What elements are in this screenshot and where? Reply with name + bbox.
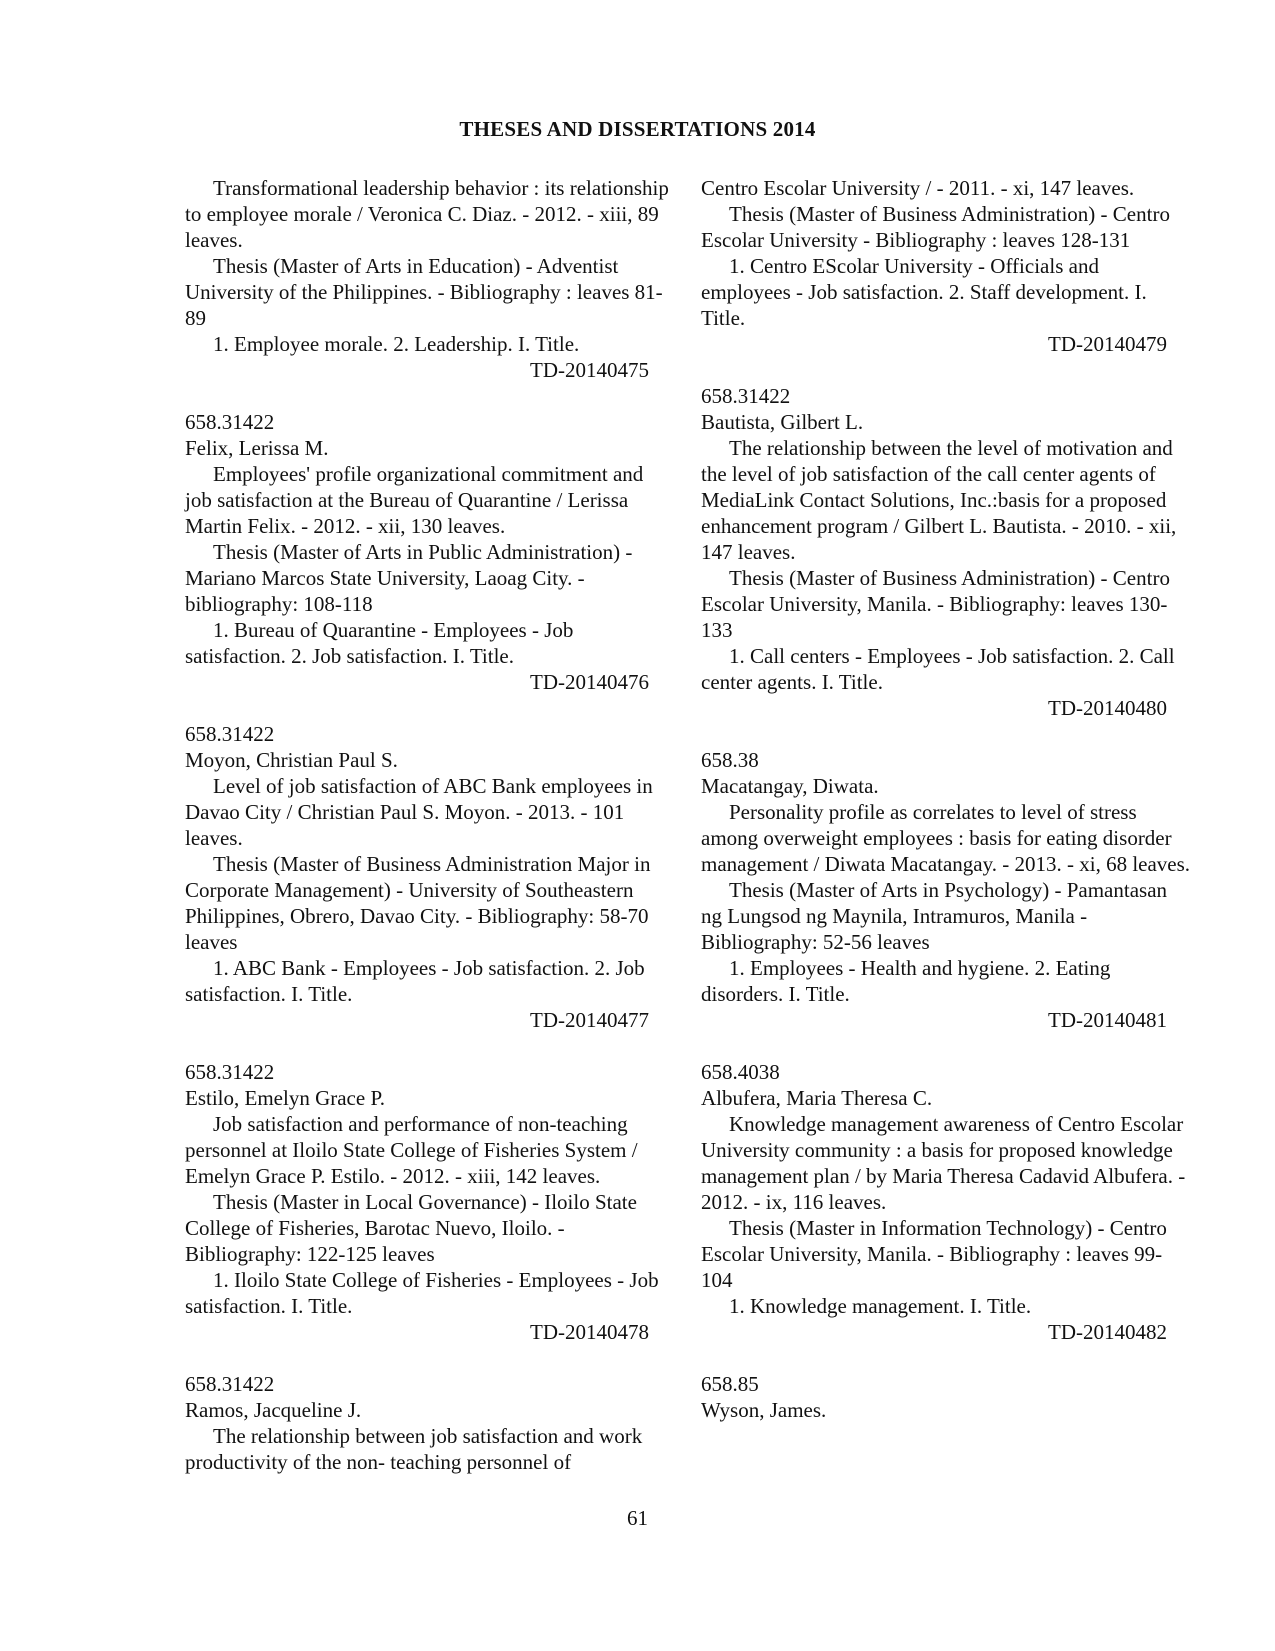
entry-subjects: 1. ABC Bank - Employees - Job satisfaction. 2. Job satisfaction. I. Title. <box>185 956 645 1006</box>
catalog-entry <box>185 175 675 383</box>
entry-subjects: 1. Knowledge management. I. Title. <box>729 1294 1032 1318</box>
entry-class-number: 658.31422 <box>185 1372 275 1396</box>
entry-thesis-note: Thesis (Master in Local Governance) - Iloilo State College of Fisheries, Barotac Nuevo, Iloilo. - Bibliography: 122-125 leaves <box>185 1190 637 1266</box>
catalog-entry <box>185 721 675 1033</box>
entry-accession: TD-20140476 <box>530 670 649 694</box>
catalog-entry <box>701 383 1193 721</box>
entry-title: Level of job satisfaction of ABC Bank employees in Davao City / Christian Paul S. Moyon. - 2013. - 101 leaves. <box>185 774 653 850</box>
catalog-entry <box>185 409 675 695</box>
entry-title: The relationship between job satisfaction and work productivity of the non- teaching personnel of <box>185 1424 643 1474</box>
entry-author: Macatangay, Diwata. <box>701 774 879 798</box>
entry-author: Felix, Lerissa M. <box>185 436 329 460</box>
entry-class-number: 658.31422 <box>185 722 275 746</box>
entry-thesis-note: Thesis (Master of Business Administration) - Centro Escolar University, Manila. - Bibliography: leaves 130-133 <box>701 566 1170 642</box>
catalog-entry <box>185 1059 675 1345</box>
left-column <box>185 175 675 1475</box>
entry-class-number: 658.31422 <box>185 1060 275 1084</box>
entry-subjects: 1. Call centers - Employees - Job satisfaction. 2. Call center agents. I. Title. <box>701 644 1175 694</box>
entry-title: Personality profile as correlates to level of stress among overweight employees : basis for eating disorder management / Diwata Macatangay. - 2013. - xi, 68 leaves. <box>701 800 1191 876</box>
entry-thesis-note: Thesis (Master in Information Technology) - Centro Escolar University, Manila. - Bibliography : leaves 99-104 <box>701 1216 1167 1292</box>
entry-subjects: 1. Employees - Health and hygiene. 2. Eating disorders. I. Title. <box>701 956 1111 1006</box>
entry-title-continued: Centro Escolar University / - 2011. - xi, 147 leaves. <box>701 176 1135 200</box>
catalog-entry <box>701 1059 1193 1345</box>
entry-accession: TD-20140477 <box>530 1008 649 1032</box>
entry-thesis-note: Thesis (Master of Arts in Psychology) - Pamantasan ng Lungsod ng Maynila, Intramuros, Manila - Bibliography: 52-56 leaves <box>701 878 1168 954</box>
entry-title: Transformational leadership behavior : its relationship to employee morale / Veronica C. Diaz. - 2012. - xiii, 89 leaves. <box>185 176 669 252</box>
entry-author: Wyson, James. <box>701 1398 827 1422</box>
entry-title: The relationship between the level of motivation and the level of job satisfaction of the call center agents of MediaLink Contact Solutions, Inc.:basis for a proposed enhancement program / Gilbert L. Bautista. - 2010. - xii, 147 leaves. <box>701 436 1177 564</box>
entry-class-number: 658.38 <box>701 748 759 772</box>
entry-title: Employees' profile organizational commitment and job satisfaction at the Bureau of Quarantine / Lerissa Martin Felix. - 2012. - xii, 130 leaves. <box>185 462 644 538</box>
entry-subjects: 1. Iloilo State College of Fisheries - Employees - Job satisfaction. I. Title. <box>185 1268 659 1318</box>
right-column <box>701 175 1193 1423</box>
entry-title: Knowledge management awareness of Centro Escolar University community : a basis for proposed knowledge management plan / by Maria Theresa Cadavid Albufera. - 2012. - ix, 116 leaves. <box>701 1112 1186 1214</box>
entry-subjects: 1. Employee morale. 2. Leadership. I. Title. <box>213 332 580 356</box>
entry-accession: TD-20140481 <box>1048 1008 1167 1032</box>
entry-subjects: 1. Centro EScolar University - Officials and employees - Job satisfaction. 2. Staff development. I. Title. <box>701 254 1147 330</box>
catalog-entry <box>185 1371 675 1475</box>
entry-author: Moyon, Christian Paul S. <box>185 748 398 772</box>
entry-class-number: 658.31422 <box>185 410 275 434</box>
catalog-entry <box>701 747 1193 1033</box>
entry-author: Albufera, Maria Theresa C. <box>701 1086 933 1110</box>
entry-thesis-note: Thesis (Master of Arts in Education) - Adventist University of the Philippines. - Bibliography : leaves 81-89 <box>185 254 663 330</box>
entry-author: Bautista, Gilbert L. <box>701 410 864 434</box>
page-number: 61 <box>627 1506 648 1530</box>
entry-accession: TD-20140480 <box>1048 696 1167 720</box>
entry-thesis-note: Thesis (Master of Business Administration Major in Corporate Management) - University of Southeastern Philippines, Obrero, Davao City. - Bibliography: 58-70 leaves <box>185 852 651 954</box>
entry-accession: TD-20140479 <box>1048 332 1167 356</box>
entry-thesis-note: Thesis (Master of Business Administration) - Centro Escolar University - Bibliography : leaves 128-131 <box>701 202 1170 252</box>
entry-class-number: 658.85 <box>701 1372 759 1396</box>
entry-author: Ramos, Jacqueline J. <box>185 1398 362 1422</box>
entry-accession: TD-20140475 <box>530 358 649 382</box>
entry-class-number: 658.31422 <box>701 384 791 408</box>
entry-thesis-note: Thesis (Master of Arts in Public Administration) - Mariano Marcos State University, Laoag City. - bibliography: 108-118 <box>185 540 633 616</box>
entry-accession: TD-20140478 <box>530 1320 649 1344</box>
catalog-entry <box>701 1371 1193 1423</box>
entry-subjects: 1. Bureau of Quarantine - Employees - Job satisfaction. 2. Job satisfaction. I. Title. <box>185 618 574 668</box>
catalog-entry <box>701 175 1193 357</box>
entry-author: Estilo, Emelyn Grace P. <box>185 1086 386 1110</box>
entry-title: Job satisfaction and performance of non-teaching personnel at Iloilo State College of Fisheries System / Emelyn Grace P. Estilo. - 2012. - xiii, 142 leaves. <box>185 1112 638 1188</box>
page-title: THESES AND DISSERTATIONS 2014 <box>459 117 816 141</box>
entry-class-number: 658.4038 <box>701 1060 780 1084</box>
entry-accession: TD-20140482 <box>1048 1320 1167 1344</box>
